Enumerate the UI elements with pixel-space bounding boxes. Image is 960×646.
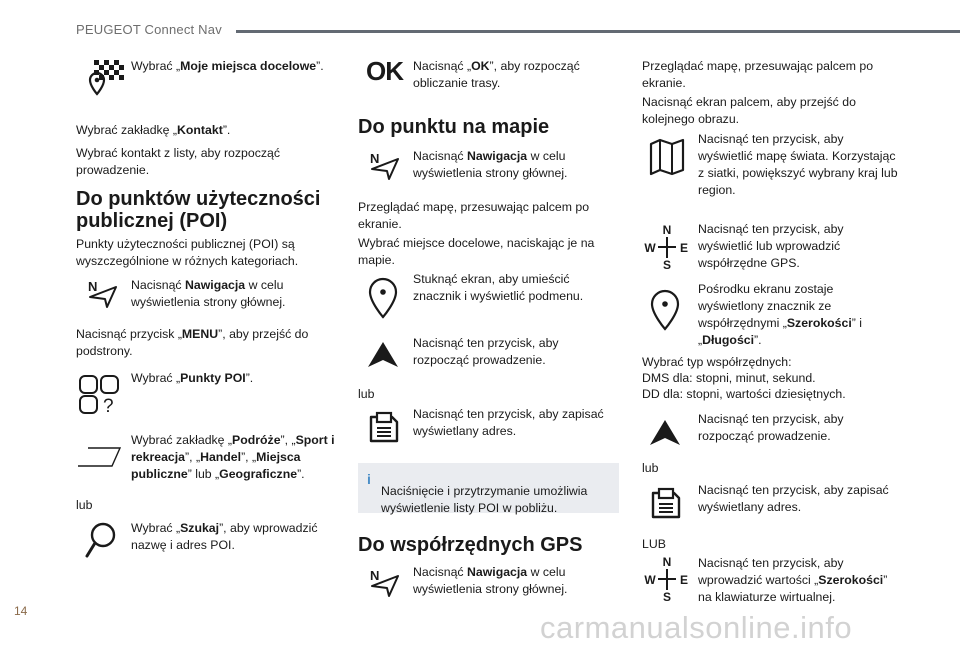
text-kontakt-tab: Wybrać zakładkę „Kontakt”. [76, 123, 231, 137]
info-note-text: Naciśnięcie i przytrzymanie umożliwia wyświetlenie listy POI w pobliżu. [381, 484, 588, 516]
header-title: PEUGEOT Connect Nav [76, 22, 222, 37]
text-ok-route: Nacisnąć „OK”, aby rozpocząć obliczanie trasy. [413, 59, 580, 90]
tab-parallelogram-icon [74, 444, 124, 470]
text-next-image: Nacisnąć ekran palcem, aby przejść do kolejnego obrazu. [642, 95, 856, 126]
text-save-address-2: Nacisnąć ten przycisk, aby zapisać wyświetlany adres. [698, 483, 889, 514]
text-browse-map: Przeglądać mapę, przesuwając palcem po ekranie. [358, 200, 590, 231]
text-menu-button: Nacisnąć przycisk „MENU”, aby przejść do podstrony. [76, 327, 309, 358]
text-dd: DD dla: stopni, wartości dziesiętnych. [642, 387, 846, 401]
info-note-box [358, 463, 619, 516]
save-address-icon [648, 486, 684, 522]
watermark: carmanualsonline.info [540, 610, 853, 645]
text-szukaj: Wybrać „Szukaj”, aby wprowadzić nazwę i adres POI. [131, 521, 318, 552]
text-save-address: Nacisnąć ten przycisk, aby zapisać wyświetlany adres. [413, 407, 604, 438]
compass-e-label: E [679, 573, 689, 587]
text-gps-coords: Nacisnąć ten przycisk, aby wyświetlić lub wprowadzić współrzędne GPS. [698, 222, 844, 270]
compass-w-label: W [644, 241, 656, 255]
compass-s-label: S [662, 258, 672, 270]
save-address-icon [366, 410, 402, 446]
gps-coordinates-icon [644, 556, 690, 602]
text-nav-main: Nacisnąć Nawigacja w celu wyświetlenia strony głównej. [131, 278, 286, 309]
text-dms: DMS dla: stopni, minut, sekund. [642, 371, 816, 385]
checkered-flag-pin-icon [80, 58, 126, 104]
text-poi-intro: Punkty użyteczności publicznej (POI) są wyszczególnione w różnych kategoriach. [76, 237, 299, 268]
heading-map-point: Do punktu na mapie [358, 116, 550, 138]
navigation-arrow-icon [86, 278, 120, 310]
compass-n-letter: N [370, 568, 380, 583]
text-lub-2: lub [358, 387, 375, 401]
text-browse-map-2: Przeglądać mapę, przesuwając palcem po ekranie. [642, 59, 874, 90]
page-number: 14 [14, 604, 28, 618]
header-bar [236, 30, 960, 33]
start-guidance-icon [366, 340, 400, 370]
heading-poi: Do punktów użyteczności publicznej (POI) [76, 188, 321, 232]
text-choose-dest: Wybrać miejsce docelowe, naciskając je na mapie. [358, 236, 595, 267]
text-nav-main-3: Nacisnąć Nawigacja w celu wyświetlenia strony głównej. [413, 565, 568, 596]
poi-categories-icon [76, 372, 124, 416]
text-lub-3: lub [642, 461, 659, 475]
ok-button-icon: OK [366, 56, 403, 86]
compass-n-label: N [662, 556, 672, 569]
text-category-tabs: Wybrać zakładkę „Podróże”, „Sport i rekreacja”, „Handel”, „Miejsca publiczne” lub „Geograficzne”. [131, 433, 335, 481]
text-enter-latitude: Nacisnąć ten przycisk, aby wprowadzić wartości „Szerokości” na klawiaturze wirtualnej. [698, 556, 888, 604]
info-icon: i [367, 471, 371, 487]
gps-coordinates-icon [644, 224, 690, 270]
world-map-icon [648, 138, 686, 176]
compass-n-letter: N [88, 279, 98, 294]
start-guidance-icon [648, 418, 682, 448]
search-icon [84, 520, 122, 560]
compass-s-label: S [662, 590, 672, 602]
text-moje-miejsca: Wybrać „Moje miejsca docelowe”. [131, 59, 324, 73]
text-punkty-poi: Wybrać „Punkty POI”. [131, 371, 254, 385]
navigation-arrow-icon [368, 150, 402, 182]
text-start-guidance: Nacisnąć ten przycisk, aby rozpocząć prowadzenie. [413, 336, 559, 367]
text-world-map: Nacisnąć ten przycisk, aby wyświetlić mapę świata. Korzystając z siatki, powiększyć wybrany kraj lub region. [698, 132, 898, 197]
svg-text:?: ? [103, 396, 114, 416]
compass-n-letter: N [370, 151, 380, 166]
text-start-guidance-2: Nacisnąć ten przycisk, aby rozpocząć prowadzenie. [698, 412, 844, 443]
heading-gps: Do współrzędnych GPS [358, 534, 583, 556]
text-lub: lub [76, 498, 93, 512]
compass-n-label: N [662, 224, 672, 237]
text-lub-upper: LUB [642, 537, 666, 551]
navigation-arrow-icon [368, 567, 402, 599]
map-pin-icon [366, 276, 400, 320]
text-nav-main-2: Nacisnąć Nawigacja w celu wyświetlenia strony głównej. [413, 149, 568, 180]
text-center-marker: Pośrodku ekranu zostaje wyświetlony znacznik ze współrzędnymi „Szerokości” i „Długości”. [698, 282, 863, 347]
compass-w-label: W [644, 573, 656, 587]
map-pin-icon [648, 288, 682, 332]
text-tap-screen: Stuknąć ekran, aby umieścić znacznik i wyświetlić podmenu. [413, 272, 584, 303]
compass-e-label: E [679, 241, 689, 255]
text-contact-list: Wybrać kontakt z listy, aby rozpocząć prowadzenie. [76, 146, 280, 177]
text-coord-type: Wybrać typ współrzędnych: [642, 355, 792, 369]
